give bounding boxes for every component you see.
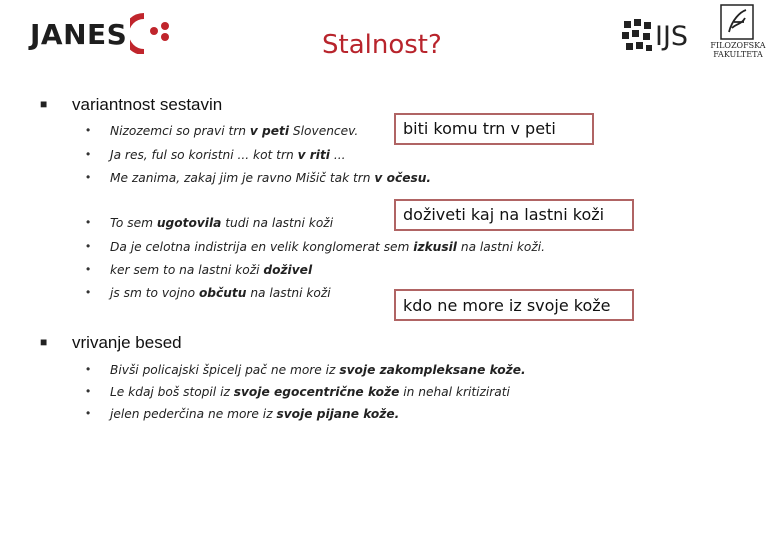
text-segment: in nehal kritizirati	[399, 385, 510, 399]
ijs-dots-icon	[622, 18, 654, 56]
example-line	[110, 385, 510, 399]
text-segment: Bivši policajski špicelj pač ne more iz	[110, 363, 340, 377]
dot-bullet-icon: •	[86, 262, 91, 276]
example-line	[110, 263, 312, 277]
text-segment: ...	[329, 148, 346, 162]
emphasized-phrase: v očesu.	[374, 171, 432, 185]
section-heading-insertion: vrivanje besed	[72, 333, 182, 352]
dot-bullet-icon: •	[86, 384, 91, 398]
text-segment: na lastni koži	[246, 286, 331, 300]
dot-bullet-icon: •	[86, 123, 91, 137]
text-segment: tudi na lastni koži	[221, 216, 334, 230]
section-heading-variation: variantnost sestavin	[72, 95, 223, 114]
emphasized-phrase: svoje egocentrične kože	[233, 385, 400, 399]
text-segment: jelen pederčina ne more iz	[110, 407, 277, 421]
idiom-callout: kdo ne more iz svoje kože	[394, 289, 634, 321]
text-segment: js sm to vojno	[110, 286, 199, 300]
emphasized-phrase: v peti	[249, 124, 290, 138]
dot-bullet-icon: •	[86, 170, 91, 184]
example-line	[110, 407, 399, 421]
example-line	[110, 240, 545, 254]
faculty-logo-text: FILOZOFSKA FAKULTETA	[710, 41, 766, 59]
example-line	[110, 148, 345, 162]
example-line	[110, 171, 431, 185]
emphasized-phrase: v riti	[297, 148, 330, 162]
emphasized-phrase: svoje zakompleksane kože.	[339, 363, 526, 377]
example-line	[110, 363, 526, 377]
text-segment: Slovencev.	[289, 124, 359, 138]
text-segment: na lastni koži.	[456, 240, 546, 254]
slide-title: Stalnost?	[322, 30, 442, 60]
text-segment: ker sem to na lastni koži	[110, 263, 264, 277]
emphasized-phrase: svoje pijane kože.	[276, 407, 400, 421]
idiom-callout: biti komu trn v peti	[394, 113, 594, 145]
emphasized-phrase: občutu	[198, 286, 247, 300]
dot-bullet-icon: •	[86, 285, 91, 299]
ijs-logo-text: IJS	[655, 21, 689, 52]
faculty-emblem-icon	[720, 4, 754, 40]
text-segment: Ja res, ful so koristni ... kot trn	[110, 148, 298, 162]
janes-logo-text: JANES	[30, 18, 128, 51]
faculty-logo	[708, 4, 768, 58]
text-segment: Le kdaj boš stopil iz	[110, 385, 234, 399]
dot-bullet-icon: •	[86, 215, 91, 229]
text-segment: Nizozemci so pravi trn	[110, 124, 250, 138]
janes-logo	[30, 12, 180, 58]
text-segment: Me zanima, zakaj jim je ravno Mišič tak trn	[110, 171, 375, 185]
text-segment: Da je celotna indistrija en velik konglomerat sem	[110, 240, 414, 254]
example-line	[110, 216, 333, 230]
ijs-logo	[622, 18, 702, 58]
emphasized-phrase: ugotovila	[156, 216, 222, 230]
dot-bullet-icon: •	[86, 147, 91, 161]
dot-bullet-icon: •	[86, 406, 91, 420]
example-line	[110, 124, 358, 138]
idiom-callout: doživeti kaj na lastni koži	[394, 199, 634, 231]
dot-bullet-icon: •	[86, 362, 91, 376]
emphasized-phrase: doživel	[263, 263, 313, 277]
text-segment: To sem	[110, 216, 157, 230]
janes-bracket-dots-icon	[130, 12, 180, 54]
square-bullet-icon: ■	[40, 97, 48, 111]
emphasized-phrase: izkusil	[413, 240, 457, 254]
square-bullet-icon: ■	[40, 335, 48, 349]
example-line	[110, 286, 331, 300]
dot-bullet-icon: •	[86, 239, 91, 253]
